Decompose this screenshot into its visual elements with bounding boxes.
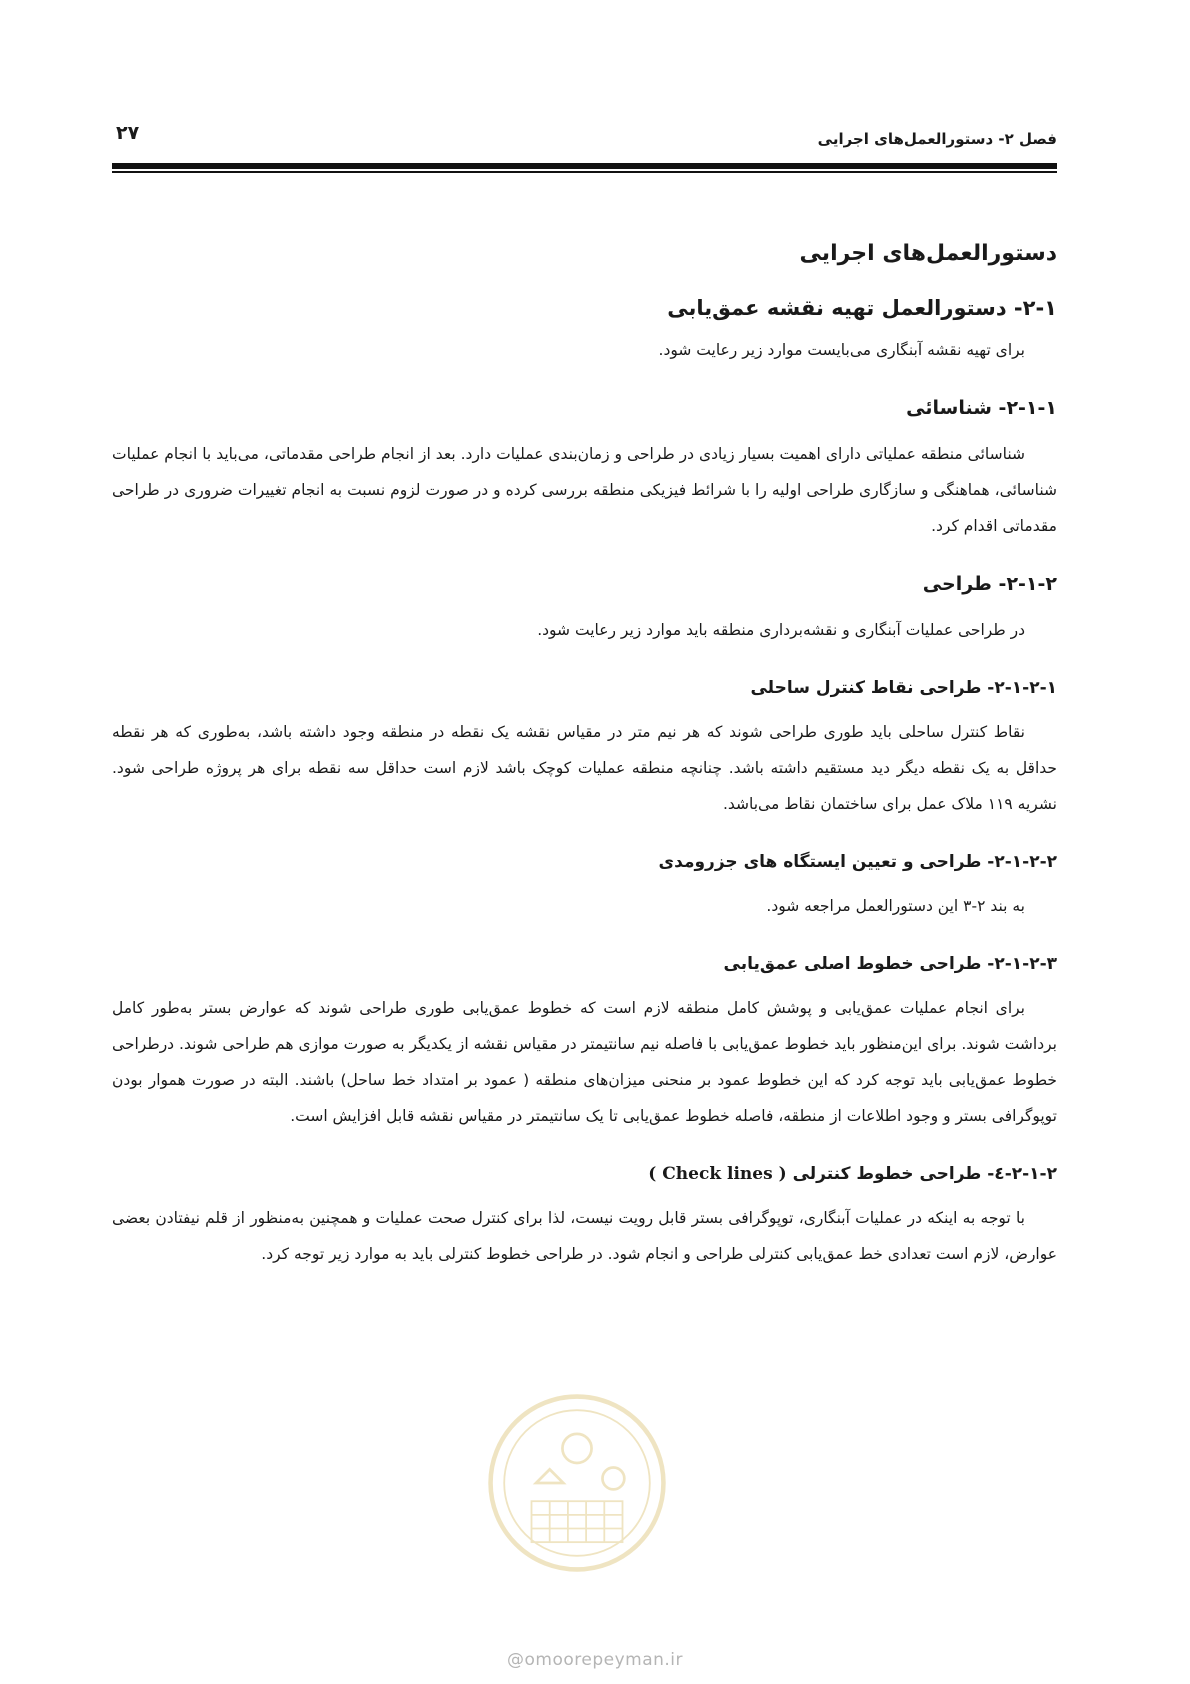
page-number: ۲۷ bbox=[116, 122, 140, 144]
paragraph-main-lines: برای انجام عملیات عمق‌یابی و پوشش کامل منطقه لازم است که خطوط عمق‌یابی طوری طراحی شوند که عوارض بستر به‌طور کامل برداشت شوند. برای این‌منظور باید خطوط عمق‌یابی با فاصله نیم سانتیمتر در مقیاس نقشه از یکدیگر به صورت موازی هم طراحی شوند. درطراحی خطوط عمق‌یابی باید توجه کرد که این خطوط عمود بر منحنی میزان‌های منطقه ( عمود بر امتداد خط ساحل) باشند. البته در صورت هموار بودن توپوگرافی بستر و وجود اطلاعات از منطقه، فاصله خطوط عمق‌یابی تا یک سانتیمتر در مقیاس نقشه قابل افزایش است. bbox=[112, 999, 1057, 1125]
seal-logo-icon bbox=[486, 1392, 668, 1574]
heading-control-points: ۲-۱-۲-۱- طراحی نقاط کنترل ساحلی bbox=[750, 678, 1057, 698]
paragraph-tide-stations: به بند ۲-۳ این دستورالعمل مراجعه شود. bbox=[766, 897, 1025, 915]
chapter-title: فصل ۲- دستورالعمل‌های اجرایی bbox=[817, 130, 1057, 148]
paragraph-check-lines: با توجه به اینکه در عملیات آبنگاری، توپوگرافی بستر قابل رویت نیست، لذا برای کنترل صحت عملیات و همچنین به‌منظور از قلم نیفتادن بعضی عوارض، لازم است تعدادی خط عمق‌یابی کنترلی طراحی و انجام شود. در طراحی خطوط کنترلی باید به موارد زیر توجه کرد. bbox=[112, 1209, 1057, 1263]
heading-check-lines-prefix: ۲-۱-۲-٤- طراحی خطوط کنترلی bbox=[792, 1164, 1057, 1184]
heading-main-lines: ۲-۱-۲-۳- طراحی خطوط اصلی عمق‌یابی bbox=[723, 954, 1057, 974]
site-watermark: @omoorepeyman.ir bbox=[506, 1650, 684, 1670]
section-intro: برای تهیه نقشه آبنگاری می‌بایست موارد زیر رعایت شود. bbox=[658, 341, 1025, 359]
paragraph-identification: شناسائی منطقه عملیاتی دارای اهمیت بسیار زیادی در طراحی و زمان‌بندی عملیات دارد. بعد از انجام طراحی مقدماتی، می‌باید با انجام عملیات شناسائی، هماهنگی و سازگاری طراحی اولیه را با شرائط فیزیکی منطقه بررسی کرده و در صورت لزوم نسبت به انجام تغییرات ضروری در طراحی مقدماتی اقدام کرد. bbox=[112, 445, 1057, 535]
heading-check-lines-latin: ( Check lines ) bbox=[648, 1164, 787, 1184]
heading-design: ۲-۱-۲- طراحی bbox=[922, 573, 1057, 595]
page-header bbox=[112, 118, 1057, 158]
heading-identification: ۲-۱-۱- شناسائی bbox=[906, 397, 1057, 419]
heading-tide-stations: ۲-۱-۲-۲- طراحی و تعیین ایستگاه های جزرومدی bbox=[658, 852, 1057, 872]
header-rule-thin bbox=[112, 171, 1057, 173]
heading-check-lines bbox=[112, 1156, 1057, 1192]
paragraph-design: در طراحی عملیات آبنگاری و نقشه‌برداری منطقه باید موارد زیر رعایت شود. bbox=[537, 621, 1025, 639]
header-rule-thick bbox=[112, 163, 1057, 169]
paragraph-control-points: نقاط کنترل ساحلی باید طوری طراحی شوند که هر نیم متر در مقیاس نقشه یک نقطه در منطقه وجود داشته باشد، به‌طوری که هر نقطه حداقل به یک نقطه دیگر دید مستقیم داشته باشد. چنانچه منطقه عملیات کوچک باشد لازم است حداقل سه نقطه برای هر پروژه طراحی شود. نشریه ۱۱۹ ملاک عمل برای ساختمان نقاط می‌باشد. bbox=[112, 723, 1057, 813]
section-heading-survey-map: ۲-۱- دستورالعمل تهیه نقشه عمق‌یابی bbox=[667, 296, 1057, 320]
main-title: دستورالعمل‌های اجرایی bbox=[799, 241, 1057, 266]
page-content bbox=[112, 236, 1057, 1272]
